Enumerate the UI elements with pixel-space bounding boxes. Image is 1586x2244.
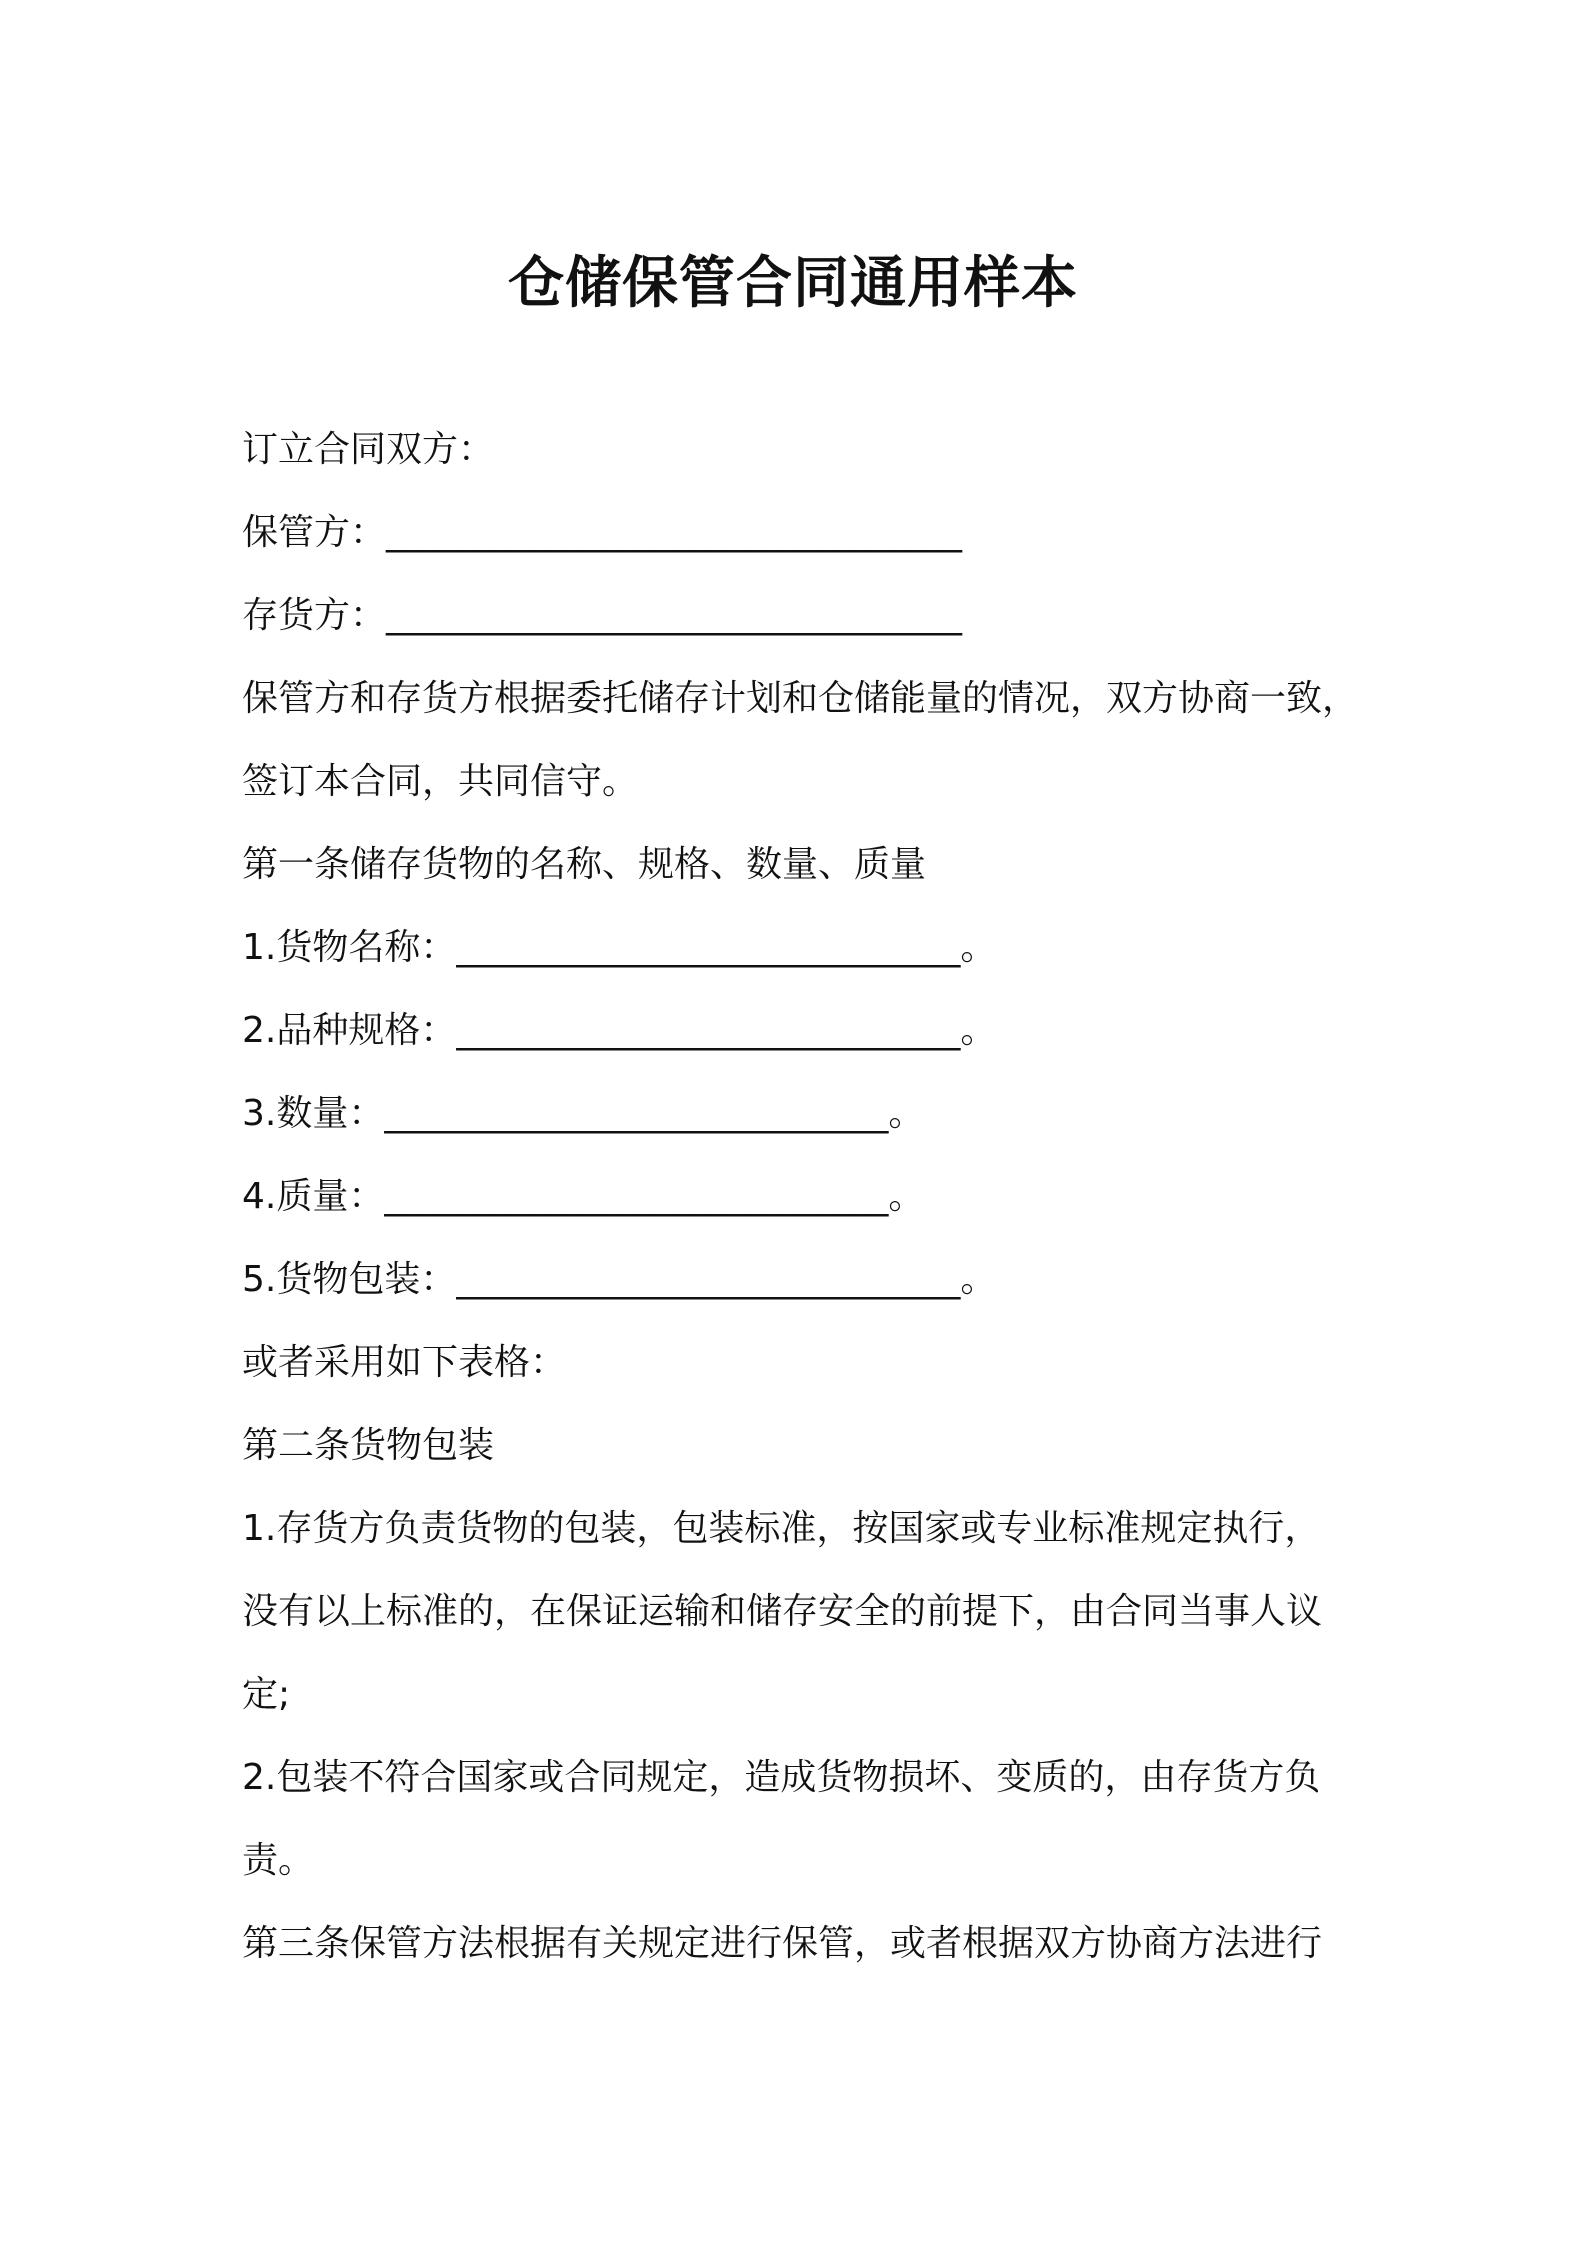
text-line: 保管方和存货方根据委托储存计划和仓储能量的情况，双方协商一致， xyxy=(242,678,1359,719)
text-line: 2.包装不符合国家或合同规定，造成货物损坏、变质的，由存货方负 xyxy=(242,1757,1321,1798)
text-line: 3.数量：____________________________。 xyxy=(242,1093,925,1134)
text-line: 5.货物包装：____________________________。 xyxy=(242,1259,997,1300)
text-line: 第三条保管方法根据有关规定进行保管，或者根据双方协商方法进行 xyxy=(242,1923,1323,1964)
text-line: 保管方：________________________________ xyxy=(242,512,963,553)
text-line: 第二条货物包装 xyxy=(242,1425,495,1466)
document-title: 仓储保管合同通用样本 xyxy=(508,250,1078,316)
document-body xyxy=(242,408,1372,1985)
text-line: 定; xyxy=(242,1674,291,1715)
text-line: 2.品种规格：____________________________。 xyxy=(242,1010,997,1051)
text-line: 1.货物名称：____________________________。 xyxy=(242,927,997,968)
text-line: 1.存货方负责货物的包装，包装标准，按国家或专业标准规定执行， xyxy=(242,1508,1321,1549)
text-line: 4.质量：____________________________。 xyxy=(242,1176,925,1217)
text-line: 订立合同双方： xyxy=(242,429,495,470)
text-line: 或者采用如下表格： xyxy=(242,1342,567,1383)
text-line: 存货方：________________________________ xyxy=(242,595,963,636)
text-line: 责。 xyxy=(242,1840,315,1881)
text-line: 签订本合同，共同信守。 xyxy=(242,761,639,802)
text-line: 没有以上标准的，在保证运输和储存安全的前提下，由合同当事人议 xyxy=(242,1591,1323,1632)
text-line: 第一条储存货物的名称、规格、数量、质量 xyxy=(242,844,927,885)
